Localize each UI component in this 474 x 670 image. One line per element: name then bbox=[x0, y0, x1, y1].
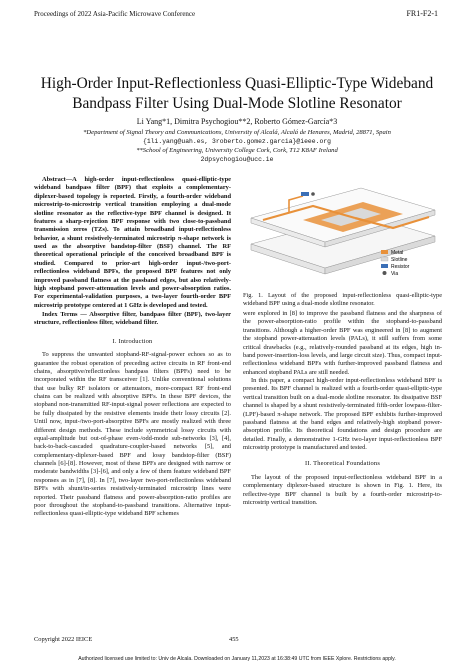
filter-layout-diagram bbox=[243, 172, 443, 290]
affiliation-2: **School of Engineering, University College Cork, Cork, T12 K8AF Ireland bbox=[136, 147, 338, 154]
paper-code: FR1-F2-1 bbox=[406, 9, 438, 18]
legend-resistor: Resistor bbox=[391, 264, 410, 270]
via bbox=[311, 192, 315, 196]
legend-metal-swatch bbox=[381, 250, 388, 254]
right-column bbox=[243, 310, 442, 507]
intro-paragraph-3: In this paper, a compact high-order input-reflectionless wideband BPF is presented. Its BPF channel is realized with a fourth-order quasi-elliptic-type vertical transition built on a dual-mode slotline resonator. Its dissipative BSF channel is shaped by a shunt resistively-terminated fifth-order lowpass-filter-(LPF)-based π-shape network. The proposed BPF exhibits further-improved passband flatness at the band edges and relatively-high stopband power-absorption profile. Its theoretical foundations and design procedure are detailed. Finally, a demonstrative 1-GHz two-layer input-reflectionless BPF microstrip prototype is manufactured and tested. bbox=[243, 377, 442, 451]
section-2-heading: II. Theoretical Foundations bbox=[304, 460, 381, 468]
legend-via: Via bbox=[391, 271, 399, 277]
section-1-heading: I. Introduction bbox=[112, 337, 153, 345]
legend-slotline-swatch bbox=[381, 257, 388, 261]
author-list: Li Yang*1, Dimitra Psychogiou**2, Roberto Gómez-García*3 bbox=[136, 117, 338, 126]
license-note: Authorized licensed use limited to: Univ de Alcala. Downloaded on January 11,2023 at 16:38:49 UTC from IEEE Xplore. Restrictions apply. bbox=[78, 656, 396, 662]
copyright-footer: Copyright 2022 IEICE bbox=[34, 636, 93, 643]
page-number: 455 bbox=[229, 636, 239, 643]
legend-via-swatch bbox=[383, 271, 387, 275]
paper-title bbox=[30, 74, 444, 114]
email-2: 2dpsychogiou@ucc.ie bbox=[200, 156, 274, 163]
figure-1 bbox=[243, 172, 443, 290]
intro-paragraph-2: were explored in [8] to improve the passband flatness and the sharpness of the power-absorption-ratio profile within the stopband-to-passband transitions. Although a higher-order BPF was engineered in [8] to augment the stopband power-attenuation levels (PALs), it still suffers from some critical drawbacks (e.g., relatively-rounded passband at its edges, high in-band power-insertion-loss levels, and large circuit size). Thus, compact input-reflectionless wideband BPFs with further-improved passband flatness and enhanced stopband PALs are still needed. bbox=[243, 310, 442, 376]
figure-1-caption: Fig. 1. Layout of the proposed input-reflectionless quasi-elliptic-type wideband BPF using a dual-mode slotline resonator. bbox=[243, 292, 442, 307]
theory-paragraph-1: The layout of the proposed input-reflectionless wideband BPF in a complementary diplexer-based structure is shown in Fig. 1. Here, its reflective-type BPF channel is built by a fourth-order microstrip-to-microstrip vertical transition. bbox=[243, 473, 442, 506]
abstract: Abstract—A high-order input-reflectionless quasi-elliptic-type wideband bandpass filter (BPF) that exploits a complementary-diplexer-based topology is reported. Firstly, a fourth-order wideband microstrip-to-microstrip vertical transition employing a dual-mode slotline resonator as the reflective-type BPF channel is designed. It features a sharp-rejection BPF response with two close-to-passband transmission zeros (TZs). To attain broadband input-reflectionless behavior, a shunt resistively-terminated microstrip π-shape network is used as the absorptive bandstop-filter (BSF) channel. The RF theoretical operational principle of the conceived broadband BPF is studied. Compared to prior-art high-order input-/two-port-reflectionless wideband BPFs, the proposed BPF features not only improved passband flatness at the passband edges, but also relatively-high stopband power-attenuation levels and power-absorption ratios. For experimental-validation purposes, a two-layer fourth-order BPF microstrip prototype centered at 1 GHz is developed and tested. bbox=[34, 176, 231, 309]
legend-metal: Metal bbox=[391, 250, 404, 256]
legend-resistor-swatch bbox=[381, 264, 388, 268]
affiliation-1: *Department of Signal Theory and Communications, University of Alcalá, Alcalá de Henares, Madrid, 28871, Spain bbox=[83, 129, 391, 136]
resistor bbox=[301, 192, 309, 196]
index-terms: Index Terms — Absorptive filter, bandpass filter (BPF), two-layer structure, reflectionless filter, wideband filter. bbox=[34, 311, 231, 327]
title-line-2: Bandpass Filter Using Dual-Mode Slotline Resonator bbox=[72, 95, 402, 112]
title-line-1: High-Order Input-Reflectionless Quasi-Elliptic-Type Wideband bbox=[40, 75, 434, 92]
running-header-left: Proceedings of 2022 Asia-Pacific Microwave Conference bbox=[34, 10, 196, 18]
legend-slotline: Slotline bbox=[391, 257, 408, 263]
intro-paragraph-1: To suppress the unwanted stopband-RF-signal-power echoes so as to guarantee the robust operation of preceding active circuits in RF front-end chains, absorptive/reflectionless bandpass filters (BPFs) need to be incorporated within the RF transceiver [1]. Unlike conventional solutions that use bulky RF isolators or attenuators, more-compact RF front-end chains can be realized with absorptive BPFs. In these BPF devices, the stopband non-transmitted RF-input-signal power reflections are expected to be fully dissipated by the resistive elements inside their lossy circuits [2]. Until now, input-/two-port-absorptive BPFs are mostly realized with three different design methods. These include symmetrical lossy circuits with equal-amplitude but out-of-phase even-/odd-mode sub-networks [3], [4], back-to-back-cascaded quadrature-coupler-based networks [5], and complementary-diplexer-based BPF and lossy bandstop-filter (BSF) channels [6]-[8]. However, most of these BPFs are designed with narrow or moderate bandwidths [3]-[6], and only a few of them feature wideband BPF responses as in [7], [8]. In [7], two-layer two-port-reflectionless wideband BPFs with shunt/in-series resistively-terminated microstrip lines were reported. Their passband flatness and power-absorption-ratio profiles are poor throughout the stopband-to-passband transitions. Alternative input-reflectionless quasi-elliptic-type wideband BPF schemes bbox=[34, 351, 231, 518]
email-1: {1li.yang@uah.es, 3roberto.gomez.garcia}@ieee.org bbox=[143, 138, 331, 145]
left-column bbox=[34, 176, 231, 519]
